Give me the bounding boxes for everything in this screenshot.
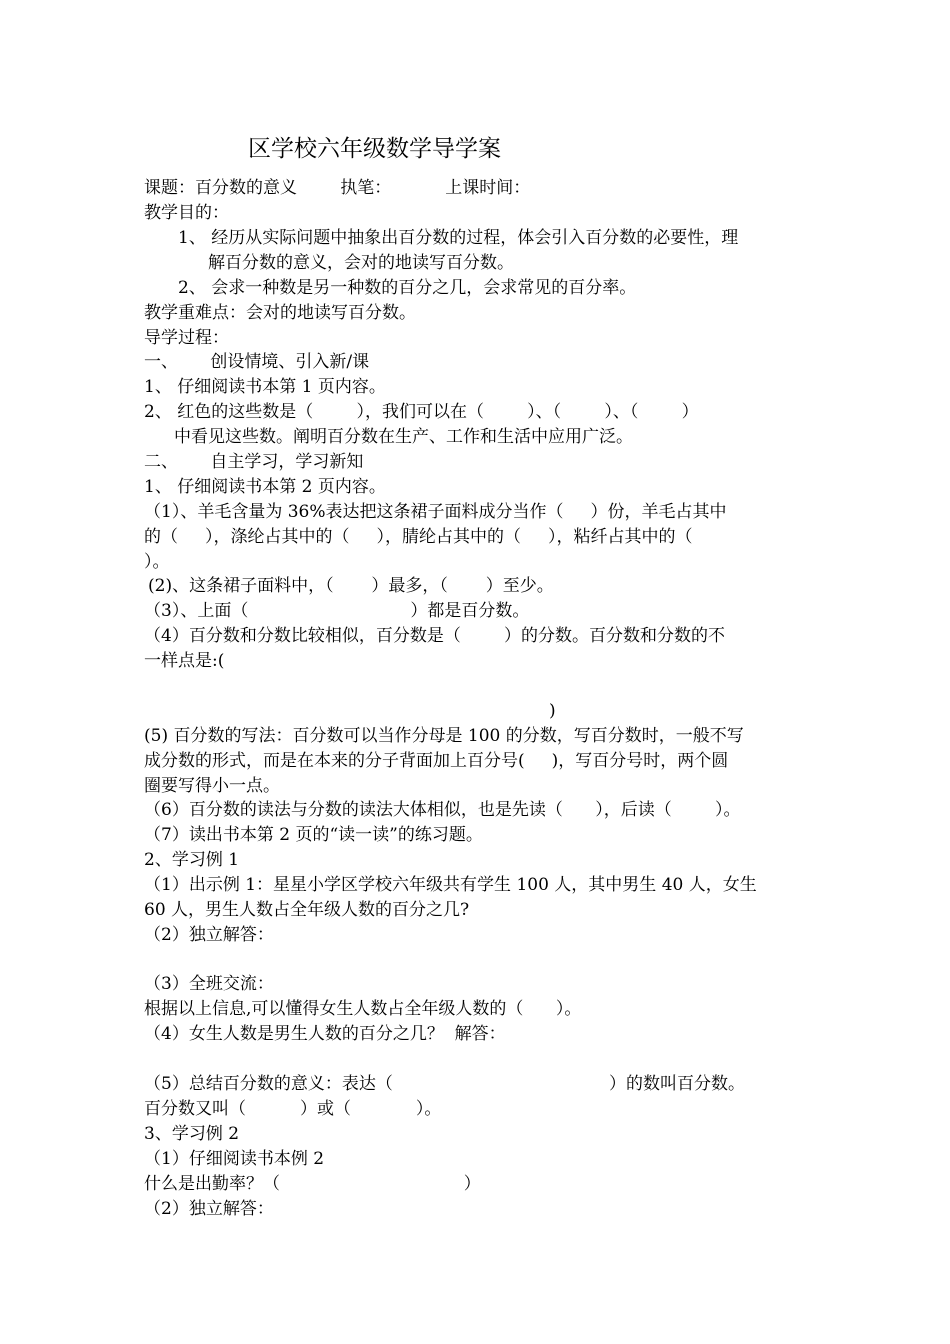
doc-line: （1）出示例 1：星星小学区学校六年级共有学生 100 人，其中男生 40 人，女生: [144, 875, 757, 895]
document-title: 区学校六年级数学导学案: [248, 136, 501, 162]
doc-line: ): [549, 701, 556, 721]
doc-line: （6）百分数的读法与分数的读法大体相似，也是先读（ ），后读（ ）。: [144, 800, 741, 820]
doc-line: 1、 经历从实际问题中抽象出百分数的过程，体会引入百分数的必要性，理: [178, 228, 739, 248]
doc-line: 成分数的形式，而是在本来的分子背面加上百分号( )，写百分号时，两个圆: [144, 751, 729, 771]
doc-line: 60 人，男生人数占全年级人数的百分之几?: [144, 900, 470, 920]
doc-line: （3）全班交流：: [144, 974, 274, 994]
doc-line: （5）总结百分数的意义：表达（ ）的数叫百分数。: [144, 1074, 745, 1094]
doc-line: 导学过程：: [144, 328, 229, 348]
doc-line: ）。: [144, 552, 170, 572]
doc-line: 解百分数的意义，会对的地读写百分数。: [208, 253, 514, 273]
doc-line: (5) 百分数的写法：百分数可以当作分母是 100 的分数，写百分数时，一般不写: [144, 726, 744, 746]
doc-line: 教学重难点：会对的地读写百分数。: [144, 303, 416, 323]
doc-line: 1、 仔细阅读书本第 1 页内容。: [144, 377, 386, 397]
section-heading: 2、学习例 1: [144, 850, 240, 870]
doc-line: （3）、上面（ ）都是百分数。: [144, 601, 530, 621]
doc-line: 2、 会求一种数是另一种数的百分之几，会求常见的百分率。: [178, 278, 637, 298]
doc-line: （4）女生人数是男生人数的百分之几？ 解答：: [144, 1024, 506, 1044]
doc-line: 什么是出勤率？（ ）: [144, 1174, 481, 1194]
doc-line: 1、 仔细阅读书本第 2 页内容。: [144, 477, 386, 497]
doc-line: 一样点是:(: [144, 651, 225, 671]
doc-line: 课题：百分数的意义 执笔： 上课时间：: [144, 178, 531, 198]
doc-line: （4）百分数和分数比较相似，百分数是（ ）的分数。百分数和分数的不: [144, 626, 726, 646]
doc-line: 教学目的：: [144, 203, 229, 223]
doc-line: 中看见这些数。阐明百分数在生产、工作和生活中应用广泛。: [174, 427, 633, 447]
doc-line: (2)、这条裙子面料中，（ ）最多，（ ）至少。: [148, 576, 554, 596]
doc-line: （1）仔细阅读书本例 2: [144, 1149, 325, 1169]
doc-line: 根据以上信息,可以懂得女生人数占全年级人数的（ ）。: [144, 999, 582, 1019]
doc-line: （1）、羊毛含量为 36%表达把这条裙子面料成分当作（ ）份，羊毛占其中: [144, 502, 727, 522]
section-heading: 3、学习例 2: [144, 1124, 240, 1144]
doc-line: （2）独立解答：: [144, 925, 274, 945]
doc-line: 百分数又叫（ ）或（ ）。: [144, 1099, 442, 1119]
section-heading: 二、 自主学习，学习新知: [144, 452, 364, 472]
doc-line: 的（ ），涤纶占其中的（ ），腈纶占其中的（ ），粘纤占其中的（: [144, 527, 693, 547]
doc-line: 2、 红色的这些数是（ ），我们可以在（ ）、（ ）、（ ）: [144, 402, 699, 422]
section-heading: 一、 创设情境、引入新/课: [144, 352, 370, 372]
doc-line: 圈要写得小一点。: [144, 776, 280, 796]
doc-line: （2）独立解答：: [144, 1199, 274, 1219]
doc-line: （7）读出书本第 2 页的“读一读”的练习题。: [144, 825, 483, 845]
